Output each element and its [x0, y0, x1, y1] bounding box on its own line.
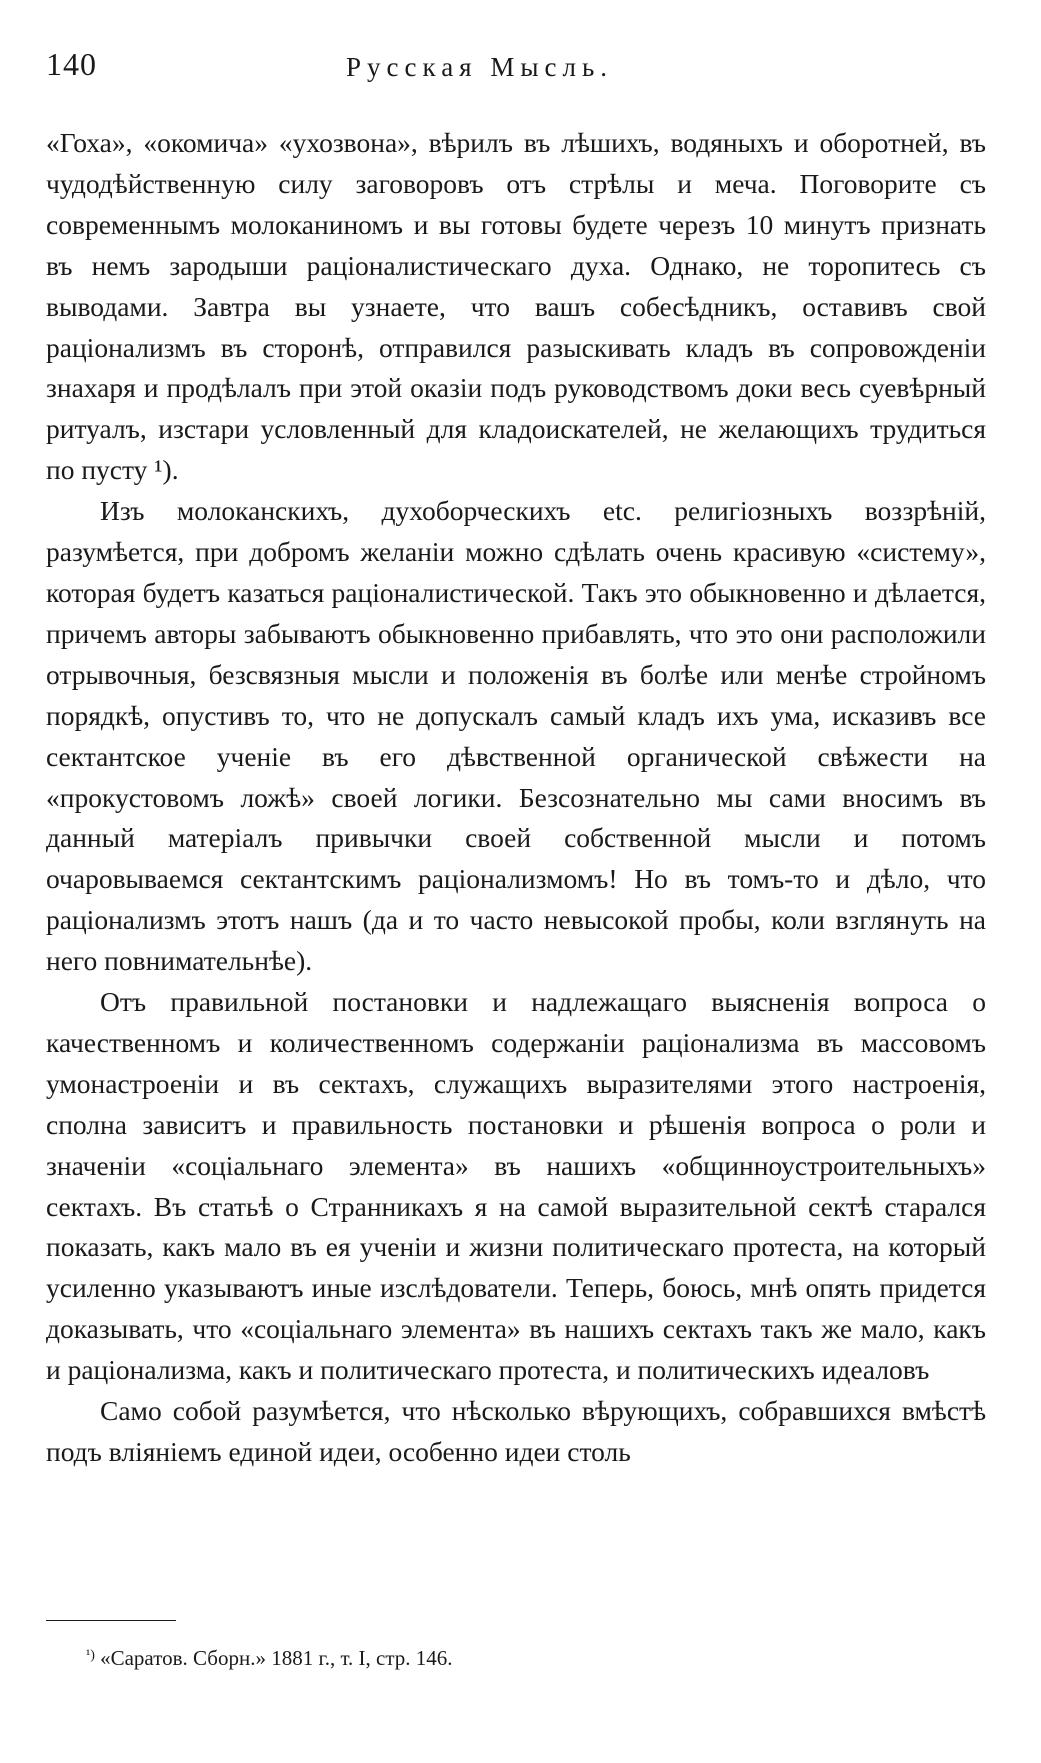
journal-title: Русская Мысль. — [346, 52, 614, 82]
footnote — [86, 1642, 453, 1672]
footnote-divider — [46, 1620, 176, 1621]
paragraph-2: Изъ молоканскихъ, духоборческихъ etc. религіозныхъ воззрѣній, разумѣется, при добромъ желаніи можно сдѣлать очень красивую «систему», которая будетъ казаться раціоналистической. Такъ это обыкновенно и дѣлается, причемъ авторы забываютъ обыкновенно прибавлять, что это они расположили отрывочныя, безсвязныя мысли и положенія въ болѣе или менѣе стройномъ порядкѣ, опустивъ то, что не допускалъ самый кладъ ихъ ума, исказивъ все сектантское ученіе въ его дѣвственной органической свѣжести на «прокустовомъ ложѣ» своей логики. Безсознательно мы сами вносимъ въ данный матеріалъ привычки своей собственной мысли и потомъ очаровываемся сектантскимъ раціонализмомъ! Но въ томъ-то и дѣло, что раціонализмъ этотъ нашъ (да и то часто невысокой пробы, коли взглянуть на него повнимательнѣе). — [46, 495, 986, 977]
body-text — [46, 123, 986, 1473]
page-number: 140 — [46, 46, 97, 82]
footnote-text: «Саратов. Сборн.» 1881 г., т. I, стр. 146. — [94, 1646, 453, 1670]
paragraph-1: «Гоха», «окомича» «ухозвона», вѣрилъ въ лѣшихъ, водяныхъ и оборотней, въ чудодѣйственную силу заговоровъ отъ стрѣлы и меча. Поговорите съ современнымъ молоканиномъ и вы готовы будете черезъ 10 минутъ признать въ немъ зародыши раціоналистическаго духа. Однако, не торопитесь съ выводами. Завтра вы узнаете, что вашъ собесѣдникъ, оставивъ свой раціонализмъ въ сторонѣ, отправился разыскивать кладъ въ сопровожденіи знахаря и продѣлалъ при этой оказіи подъ руководствомъ доки весь суевѣрный ритуалъ, изстари условленный для кладоискателей, не желающихъ трудиться по пусту ¹). — [46, 127, 986, 486]
running-head — [46, 46, 986, 92]
footnote-marker: ¹) — [86, 1648, 95, 1663]
paragraph-3: Отъ правильной постановки и надлежащаго выясненія вопроса о качественномъ и количественномъ содержаніи раціонализма въ массовомъ умонастроеніи и въ сектахъ, служащихъ выразителями этого настроенія, сполна зависитъ и правильность постановки и рѣшенія вопроса о роли и значеніи «соціальнаго элемента» въ нашихъ «общинноустроительныхъ» сектахъ. Въ статьѣ о Странникахъ я на самой выразительной сектѣ старался показать, какъ мало въ ея ученіи и жизни политическаго протеста, на который усиленно указываютъ иные изслѣдователи. Теперь, боюсь, мнѣ опять придется доказывать, что «соціальнаго элемента» въ нашихъ сектахъ такъ же мало, какъ и раціонализма, какъ и политическаго протеста, и политическихъ идеаловъ — [46, 986, 986, 1386]
paragraph-4: Само собой разумѣется, что нѣсколько вѣрующихъ, собравшихся вмѣстѣ подъ вліяніемъ единой идеи, особенно идеи столь — [46, 1395, 986, 1467]
